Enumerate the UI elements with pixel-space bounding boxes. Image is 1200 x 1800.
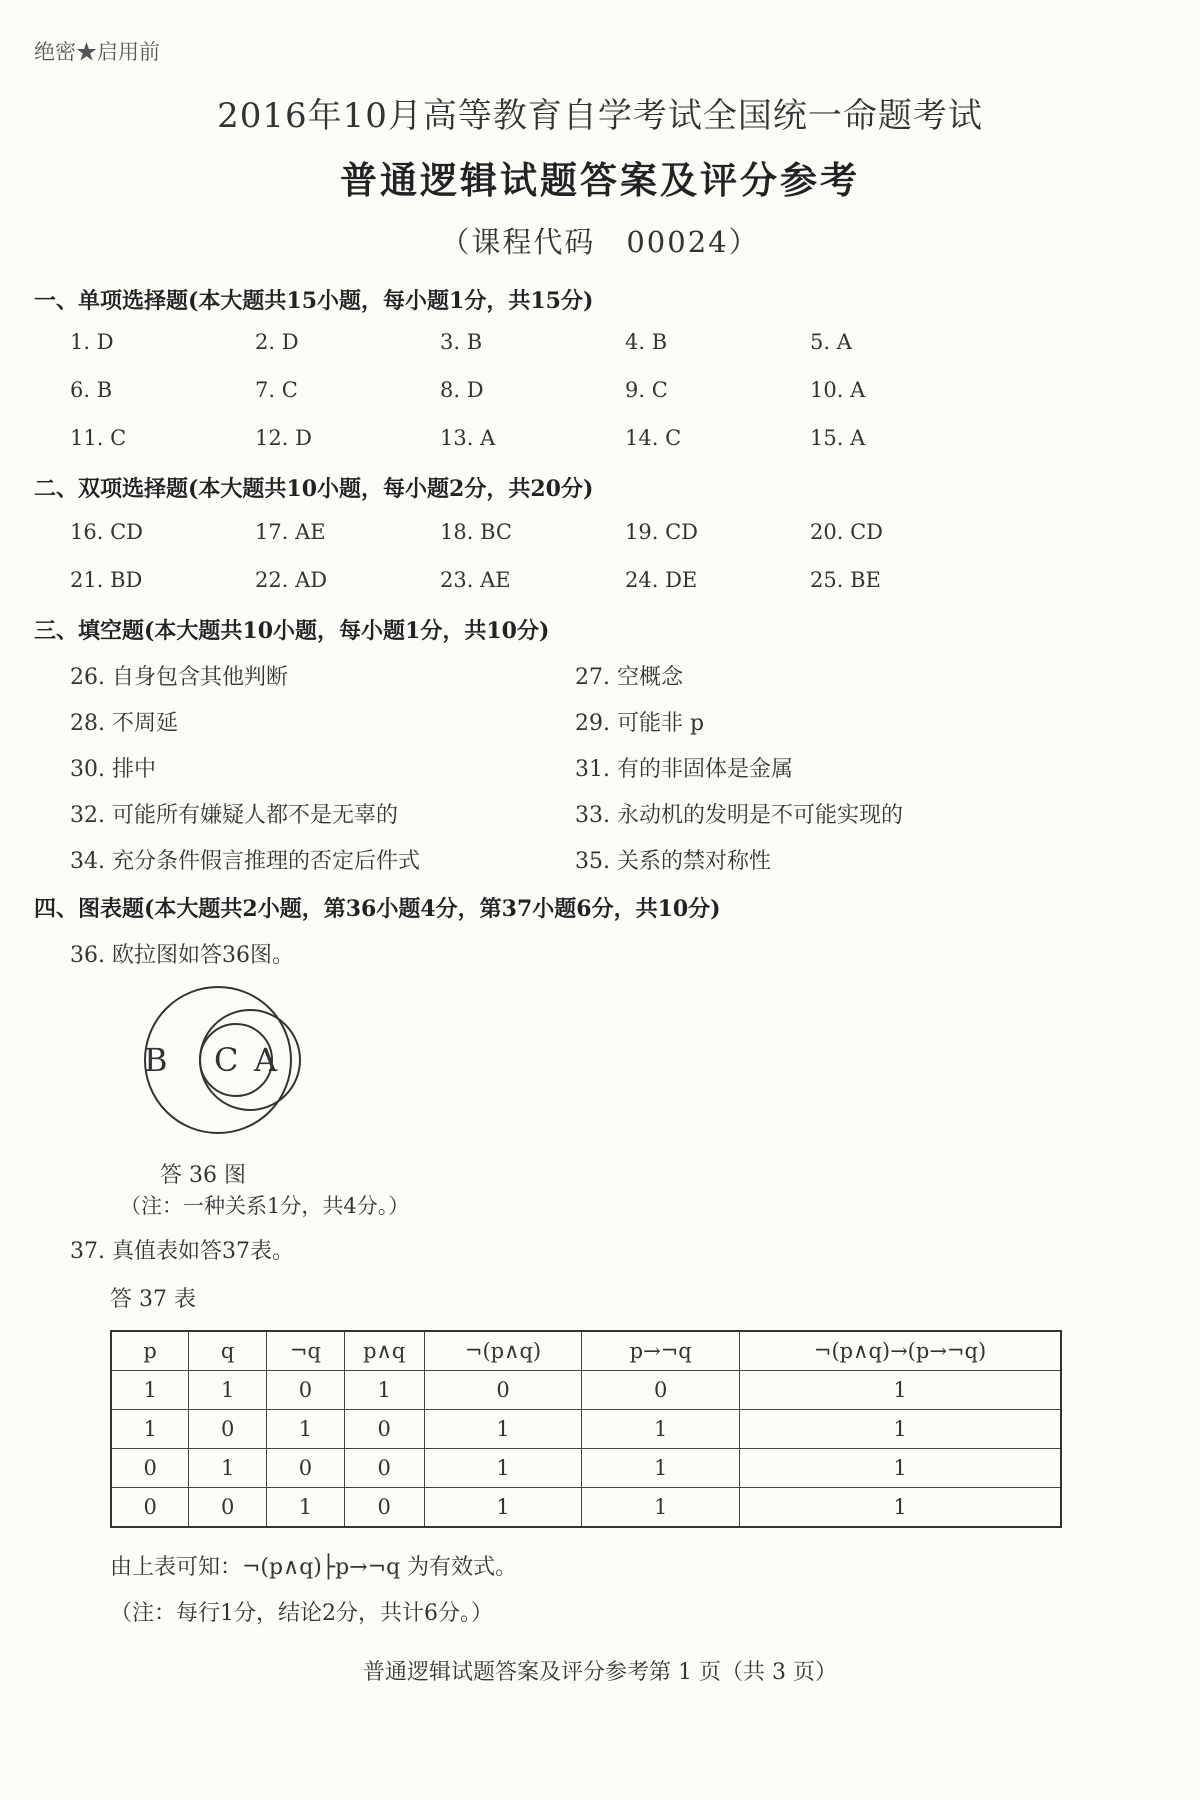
- euler-label-a: A: [254, 1041, 278, 1079]
- document-title: 普通逻辑试题答案及评分参考: [340, 158, 860, 202]
- table-cell: 0: [424, 1371, 582, 1410]
- fill-answer: 33. 永动机的发明是不可能实现的: [575, 803, 903, 828]
- table-header: ¬(p∧q): [424, 1331, 582, 1371]
- table-cell: 1: [424, 1449, 582, 1488]
- exam-title: 2016年10月高等教育自学考试全国统一命题考试: [217, 96, 983, 136]
- answer-item: 6. B: [70, 378, 113, 402]
- table-header: p: [111, 1331, 189, 1371]
- table-cell: 0: [267, 1449, 345, 1488]
- answer-item: 13. A: [440, 426, 496, 450]
- section3-heading: 三、填空题(本大题共10小题，每小题1分，共10分): [34, 618, 550, 644]
- section2-heading: 二、双项选择题(本大题共10小题，每小题2分，共20分): [34, 476, 594, 502]
- table-header: ¬(p∧q)→(p→¬q): [740, 1331, 1062, 1371]
- answer-item: 23. AE: [440, 568, 511, 592]
- answer-item: 25. BE: [810, 568, 881, 592]
- section4-heading: 四、图表题(本大题共2小题，第36小题4分，第37小题6分，共10分): [34, 896, 721, 922]
- answer-item: 22. AD: [255, 568, 328, 592]
- fill-answer: 30. 排中: [70, 757, 156, 782]
- table-cell: 0: [344, 1410, 424, 1449]
- answer-item: 5. A: [810, 330, 852, 354]
- secret-label: 绝密★启用前: [34, 40, 160, 64]
- truth-table: [110, 1330, 1062, 1528]
- answer-item: 20. CD: [810, 520, 883, 544]
- fill-answer: 26. 自身包含其他判断: [70, 665, 288, 690]
- euler-diagram: [130, 985, 310, 1135]
- answer-item: 18. BC: [440, 520, 512, 544]
- table-header: q: [189, 1331, 267, 1371]
- answer-item: 9. C: [625, 378, 668, 402]
- table-caption: 答 37 表: [110, 1287, 196, 1312]
- fill-answer: 35. 关系的禁对称性: [575, 849, 771, 874]
- answer-item: 7. C: [255, 378, 298, 402]
- table-cell: 0: [344, 1488, 424, 1528]
- table-cell: 1: [582, 1449, 740, 1488]
- table-cell: 1: [111, 1410, 189, 1449]
- table-cell: 1: [740, 1488, 1062, 1528]
- answer-item: 15. A: [810, 426, 866, 450]
- fill-answer: 29. 可能非 p: [575, 711, 705, 736]
- answer-item: 1. D: [70, 330, 114, 354]
- table-cell: 0: [267, 1371, 345, 1410]
- table-cell: 0: [344, 1449, 424, 1488]
- table-cell: 0: [582, 1371, 740, 1410]
- table-cell: 0: [111, 1488, 189, 1528]
- answer-item: 19. CD: [625, 520, 698, 544]
- table-header: p∧q: [344, 1331, 424, 1371]
- table-header-row: [111, 1331, 1061, 1371]
- table-cell: 1: [424, 1488, 582, 1528]
- fill-answer: 28. 不周延: [70, 711, 178, 736]
- table-cell: 0: [189, 1410, 267, 1449]
- euler-caption: 答 36 图: [160, 1163, 246, 1188]
- table-cell: 1: [582, 1410, 740, 1449]
- table-cell: 1: [189, 1371, 267, 1410]
- euler-note: （注：一种关系1分，共4分。）: [120, 1194, 410, 1218]
- fill-answer: 31. 有的非固体是金属: [575, 757, 793, 782]
- table-header: ¬q: [267, 1331, 345, 1371]
- section1-heading: 一、单项选择题(本大题共15小题，每小题1分，共15分): [34, 288, 594, 314]
- answer-item: 3. B: [440, 330, 483, 354]
- table-cell: 1: [267, 1410, 345, 1449]
- q37-intro: 37. 真值表如答37表。: [70, 1239, 294, 1264]
- table-header: p→¬q: [582, 1331, 740, 1371]
- table-cell: 1: [267, 1488, 345, 1528]
- fill-answer: 32. 可能所有嫌疑人都不是无辜的: [70, 803, 398, 828]
- answer-item: 17. AE: [255, 520, 326, 544]
- answer-item: 11. C: [70, 426, 127, 450]
- answer-item: 10. A: [810, 378, 866, 402]
- q36-intro: 36. 欧拉图如答36图。: [70, 943, 294, 968]
- table-row: [111, 1371, 1061, 1410]
- table-row: [111, 1449, 1061, 1488]
- table-note: （注：每行1分，结论2分，共计6分。）: [110, 1601, 493, 1626]
- answer-item: 12. D: [255, 426, 312, 450]
- conclusion-text: 由上表可知：¬(p∧q)├p→¬q 为有效式。: [110, 1555, 518, 1580]
- table-row: [111, 1410, 1061, 1449]
- euler-label-c: C: [214, 1041, 239, 1079]
- table-cell: 1: [424, 1410, 582, 1449]
- page-footer: 普通逻辑试题答案及评分参考第 1 页（共 3 页）: [363, 1660, 837, 1685]
- fill-answer: 27. 空概念: [575, 665, 683, 690]
- course-code: （课程代码 00024）: [440, 225, 760, 259]
- table-cell: 1: [740, 1449, 1062, 1488]
- answer-item: 4. B: [625, 330, 668, 354]
- table-cell: 0: [189, 1488, 267, 1528]
- table-cell: 1: [740, 1371, 1062, 1410]
- answer-item: 2. D: [255, 330, 299, 354]
- answer-item: 8. D: [440, 378, 484, 402]
- table-cell: 1: [189, 1449, 267, 1488]
- table-row: [111, 1488, 1061, 1528]
- answer-item: 16. CD: [70, 520, 143, 544]
- table-cell: 1: [111, 1371, 189, 1410]
- table-cell: 1: [740, 1410, 1062, 1449]
- answer-item: 14. C: [625, 426, 682, 450]
- table-cell: 1: [344, 1371, 424, 1410]
- answer-item: 21. BD: [70, 568, 143, 592]
- table-cell: 1: [582, 1488, 740, 1528]
- euler-label-b: B: [144, 1041, 168, 1079]
- table-cell: 0: [111, 1449, 189, 1488]
- answer-item: 24. DE: [625, 568, 698, 592]
- fill-answer: 34. 充分条件假言推理的否定后件式: [70, 849, 420, 874]
